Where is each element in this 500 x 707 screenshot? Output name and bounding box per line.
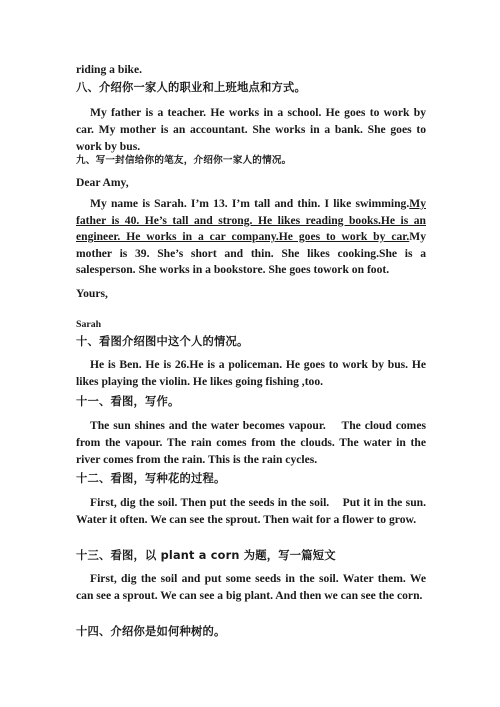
- letter-body-father-underlined: My father is 40. He’s tall and strong. He likes reading books.He is an engineer. He works in a car company.He goes to work by car.: [76, 197, 426, 243]
- section-11-heading: 十一、看图，写作。: [76, 395, 180, 408]
- section-12-body: First, dig the soil. Then put the seeds in the soil. Put it in the sun. Water it often. We can see the sprout. Then wait for a flower to grow.: [76, 496, 426, 526]
- letter-body-intro: My name is Sarah. I’m 13. I’m tall and thin. I like swimming.: [90, 197, 410, 210]
- section-11-body: The sun shines and the water becomes vapour. The cloud comes from the vapour. The rain comes from the clouds. The water in the river comes from the rain. This is the rain cycles.: [76, 419, 426, 466]
- letter-body-mother: My mother is 39. She’s short and thin. She likes cooking.She is a salesperson. She works in a bookstore. She goes towork on foot.: [76, 230, 426, 276]
- section-8-heading: 八、介绍你一家人的职业和上班地点和方式。: [76, 81, 306, 94]
- section-12-heading: 十二、看图，写种花的过程。: [76, 472, 226, 485]
- section-9-heading: 九、写一封信给你的笔友，介绍你一家人的情况。: [76, 155, 292, 166]
- letter-body: [76, 196, 426, 279]
- section-10-heading: 十、看图介绍图中这个人的情况。: [76, 335, 249, 348]
- section-13-body: First, dig the soil and put some seeds in the soil. Water them. We can see a sprout. We can see a big plant. And then we can see the corn.: [76, 572, 426, 602]
- letter-signature: Sarah: [76, 319, 102, 330]
- section-13-heading: 十三、看图，以 plant a corn 为题，写一篇短文: [76, 549, 336, 562]
- section-14-heading: 十四、介绍你是如何种树的。: [76, 625, 226, 638]
- intro-line: riding a bike.: [76, 63, 143, 76]
- letter-closing: Yours,: [76, 287, 108, 300]
- section-8-body: My father is a teacher. He works in a school. He goes to work by car. My mother is an accountant. She works in a bank. She goes to work by bus.: [76, 106, 426, 153]
- section-10-body: He is Ben. He is 26.He is a policeman. He goes to work by bus. He likes playing the violin. He likes going fishing ,too.: [76, 358, 426, 388]
- letter-greeting: Dear Amy,: [76, 176, 129, 189]
